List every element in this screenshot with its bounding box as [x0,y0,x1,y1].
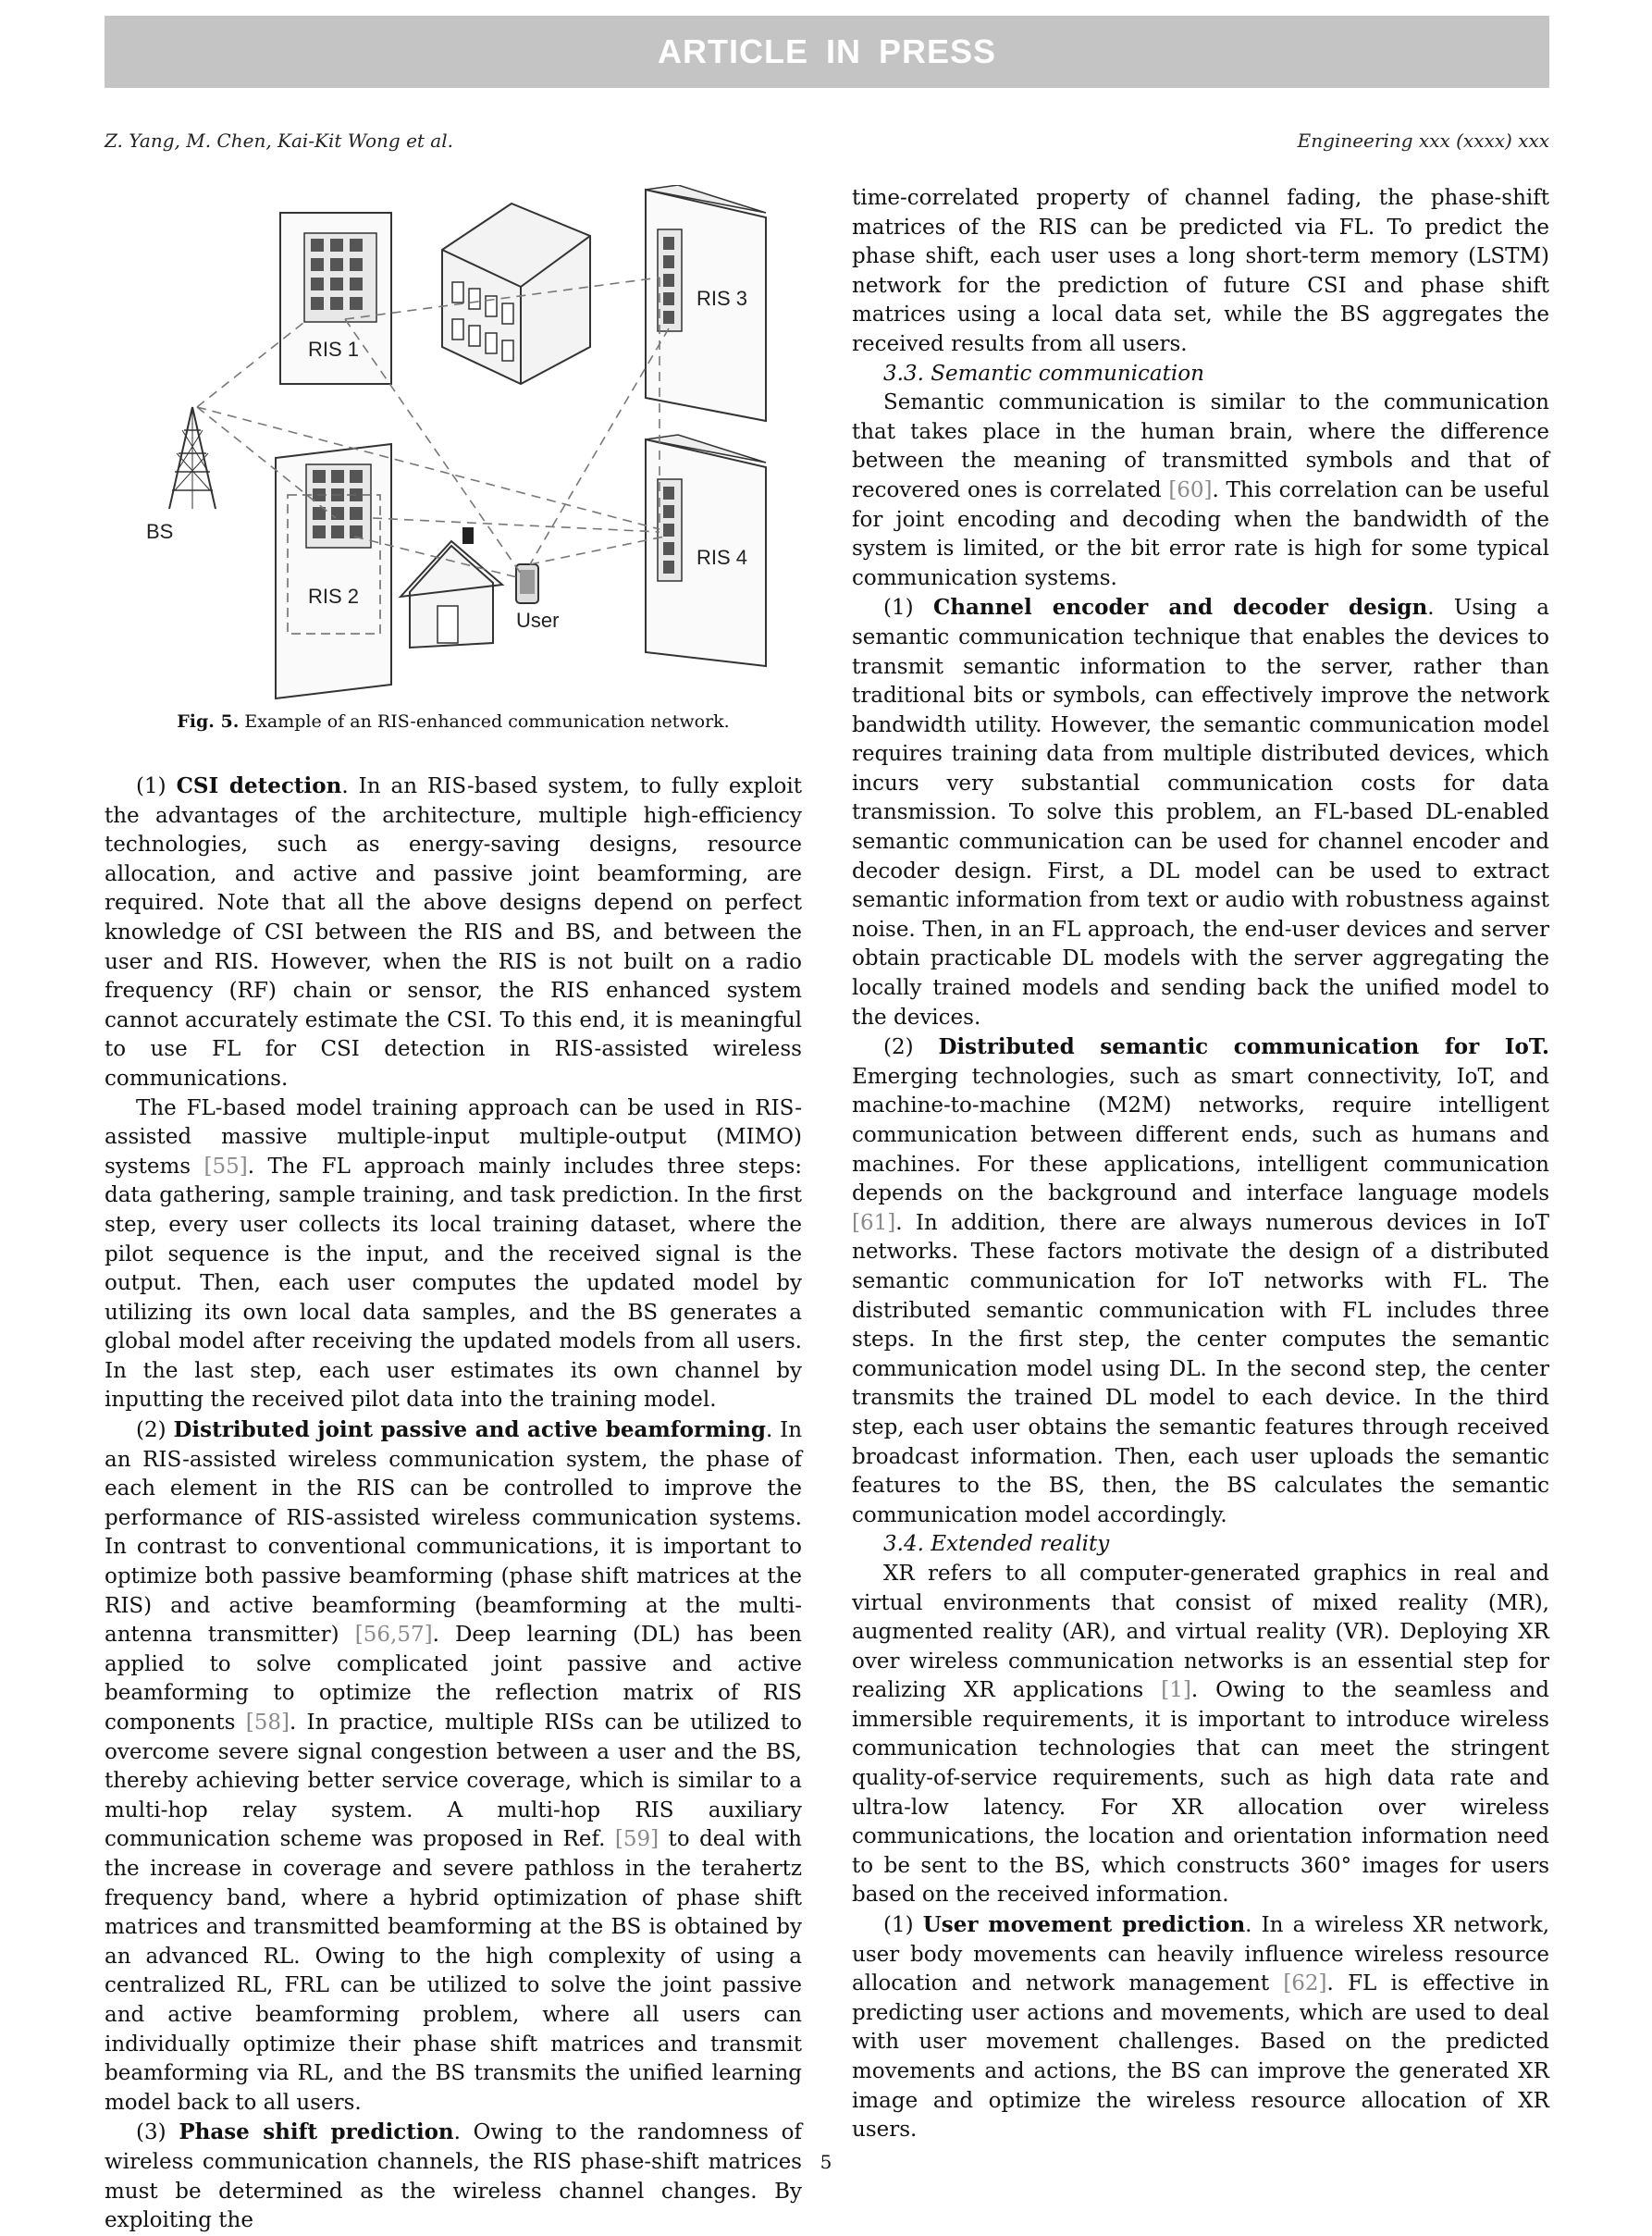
paragraph-csi-detection: (1) CSI detection. In an RIS-based system, to fully exploit the advantages of the architecture, multiple high-efficiency technologies, such as energy-saving designs, resource allocation, and active and passive joint beamforming, are required. Note that all the above designs depend on perfect knowledge of CSI between the RIS and BS, and between the user and RIS. However, when the RIS is not built on a radio frequency (RF) chain or sensor, the RIS enhanced system cannot accurately estimate the CSI. To this end, it is meaningful to use FL for CSI detection in RIS-assisted wireless communications. [105,773,803,1091]
paragraph-semantic-intro: Semantic communication is similar to the communication that takes place in the human brain, where the difference between the meaning of transmitted symbols and that of recovered ones is correlated [60]. This correlation can be useful for joint encoding and decoding when the bandwidth of the system is limited, or the bit error rate is high for some typical communication systems. [852,390,1549,590]
heading-distributed-semantic-iot: Distributed semantic communication for IoT. [938,1034,1550,1060]
heading-channel-encoder: Channel encoder and decoder design [932,595,1428,621]
signal-paths [197,278,669,578]
heading-user-movement: User movement prediction [922,1912,1246,1938]
ris3-label: RIS 3 [697,287,748,310]
ris2-building [276,444,391,698]
paragraph-xr-intro: XR refers to all computer-generated graphics in real and virtual environments that consist of mixed reality (MR), augmented reality (AR), and virtual reality (VR). Deploying XR over wireless communication networks is an essential step for realizing XR applications [1]. Owing to the seamless and immersible requirements, it is important to introduce wireless communication technologies that can meet the stringent quality-of-service requirements, such as high data rate and ultra-low latency. For XR allocation over wireless communications, the location and orientation information need to be sent to the BS, which constructs 360° images for users based on the received information. [852,1561,1549,1908]
ris4-building [646,435,766,666]
ris-network-diagram [123,185,789,703]
section-heading-3-4: 3.4. Extended reality [883,1532,1110,1557]
paragraph-phase-shift-continued: time-correlated property of channel fading, the phase-shift matrices of the RIS can be predicted via FL. To predict the phase shift, each user uses a long short-term memory (LSTM) network for the prediction of future CSI and phase shift matrices using a local data set, while the BS aggregates the received results from all users. [852,186,1549,356]
banner-text: ARTICLE IN PRESS [657,32,997,70]
article-in-press-banner [105,16,1549,88]
heading-joint-beamforming: Distributed joint passive and active beamforming [173,1417,766,1443]
citation-60[interactable]: [60] [1168,477,1213,502]
ris1-label: RIS 1 [308,338,360,361]
citation-61[interactable]: [61] [852,1210,896,1235]
user-phone [516,564,559,632]
paragraph-channel-encoder: (1) Channel encoder and decoder design. Using a semantic communication technique that enables the devices to transmit semantic information to the server, rather than traditional bits or symbols, can effectively improve the network bandwidth utility. However, the semantic communication model requires training data from multiple distributed devices, which incurs very substantial communication costs for data transmission. To solve this problem, an FL-based DL-enabled semantic communication can be used for channel encoder and decoder design. First, a DL model can be used to extract semantic information from text or audio with robustness against noise. Then, in an FL approach, the end-user devices and server obtain practicable DL models with the server aggregating the locally trained models and sending back the unified model to the devices. [852,595,1549,1030]
ris2-label: RIS 2 [308,585,360,608]
figure-caption [105,710,802,733]
bs-label: BS [146,520,174,543]
citation-59[interactable]: [59] [614,1827,660,1852]
right-column [852,184,1549,2145]
paragraph-fl-model-training: The FL-based model training approach can be used in RIS-assisted massive multiple-input multiple-output (MIMO) systems [55]. The FL approach mainly includes three steps: data gathering, sample training, and task prediction. In the first step, every user collects its local training dataset, where the pilot sequence is the input, and the received signal is the output. Then, each user computes the updated model by utilizing its own local data samples, and the BS generates a global model after receiving the updated models from all users. In the last step, each user estimates its own channel by inputting the received pilot data into the training model. [105,1095,802,1413]
bs-tower [146,407,216,543]
running-head-authors: Z. Yang, M. Chen, Kai-Kit Wong et al. [105,130,453,152]
figure-ris-network [123,185,802,703]
paragraph-joint-beamforming: (2) Distributed joint passive and active beamforming. In an RIS-assisted wireless communication system, the phase of each element in the RIS can be controlled to improve the performance of RIS-assisted wireless communication systems. In contrast to conventional communications, it is important to optimize both passive beamforming (phase shift matrices at the RIS) and active beamforming (beamforming at the multi-antenna transmitter) [56,57]. Deep learning (DL) has been applied to solve complicated joint passive and active beamforming to optimize the reflection matrix of RIS components [58]. In practice, multiple RISs can be utilized to overcome severe signal congestion between a user and the BS, thereby achieving better service coverage, which is similar to a multi-hop relay system. A multi-hop RIS auxiliary communication scheme was proposed in Ref. [59] to deal with the increase in coverage and severe pathloss in the terahertz frequency band, where a hybrid optimization of phase shift matrices and transmitted beamforming at the BS is obtained by an advanced RL. Owing to the high complexity of using a centralized RL, FRL can be utilized to solve the joint passive and active beamforming problem, where all users can individually optimize their phase shift matrices and transmit beamforming via RL, and the BS transmits the unified learning model back to all users. [105,1417,803,2115]
running-head-journal: Engineering xxx (xxxx) xxx [1297,130,1549,152]
paragraph-distributed-semantic-iot: (2) Distributed semantic communication for IoT. Emerging technologies, such as smart connectivity, IoT, and machine-to-machine (M2M) networks, require intelligent communication between different ends, such as humans and machines. For these applications, intelligent communication depends on the background and interface language models [61]. In addition, there are always numerous devices in IoT networks. These factors motivate the design of a distributed semantic communication for IoT networks with FL. The distributed semantic communication with FL includes three steps. In the first step, the center computes the semantic communication model using DL. In the second step, the center transmits the trained DL model to each device. In the third step, each user obtains the semantic features through received broadcast information. Then, each user uploads the semantic features to the BS, then, the BS calculates the semantic communication model accordingly. [852,1034,1550,1527]
heading-csi-detection: CSI detection [176,773,342,798]
ris4-label: RIS 4 [697,546,748,569]
caption-text: Example of an RIS-enhanced communication network. [244,711,730,732]
citation-55[interactable]: [55] [203,1154,248,1179]
section-heading-3-3: 3.3. Semantic communication [883,361,1204,386]
user-label: User [516,609,560,632]
caption-label: Fig. 5. [177,711,240,732]
paragraph-user-movement: (1) User movement prediction. In a wireless XR network, user body movements can heavily influence wireless resource allocation and network management [62]. FL is effective in predicting user actions and movements, which are used to deal with user movement challenges. Based on the predicted movements and actions, the BS can improve the generated XR image and optimize the wireless resource allocation of XR users. [852,1912,1550,2143]
citation-62[interactable]: [62] [1283,1971,1327,1996]
citation-56-57[interactable]: [56,57] [354,1623,433,1648]
left-column [105,185,802,2236]
citation-58[interactable]: [58] [245,1711,290,1735]
house [401,527,502,648]
ris3-building [646,185,766,421]
ris1-building [280,213,391,384]
middle-building [442,204,590,384]
page-number: 5 [820,2151,832,2173]
paragraph-phase-shift-prediction: (3) Phase shift prediction. Owing to the randomness of wireless communication channels, the RIS phase-shift matrices must be determined as the wireless channel changes. By exploiting the [105,2119,802,2233]
heading-phase-shift-prediction: Phase shift prediction [179,2119,454,2145]
citation-1[interactable]: [1] [1161,1678,1191,1703]
